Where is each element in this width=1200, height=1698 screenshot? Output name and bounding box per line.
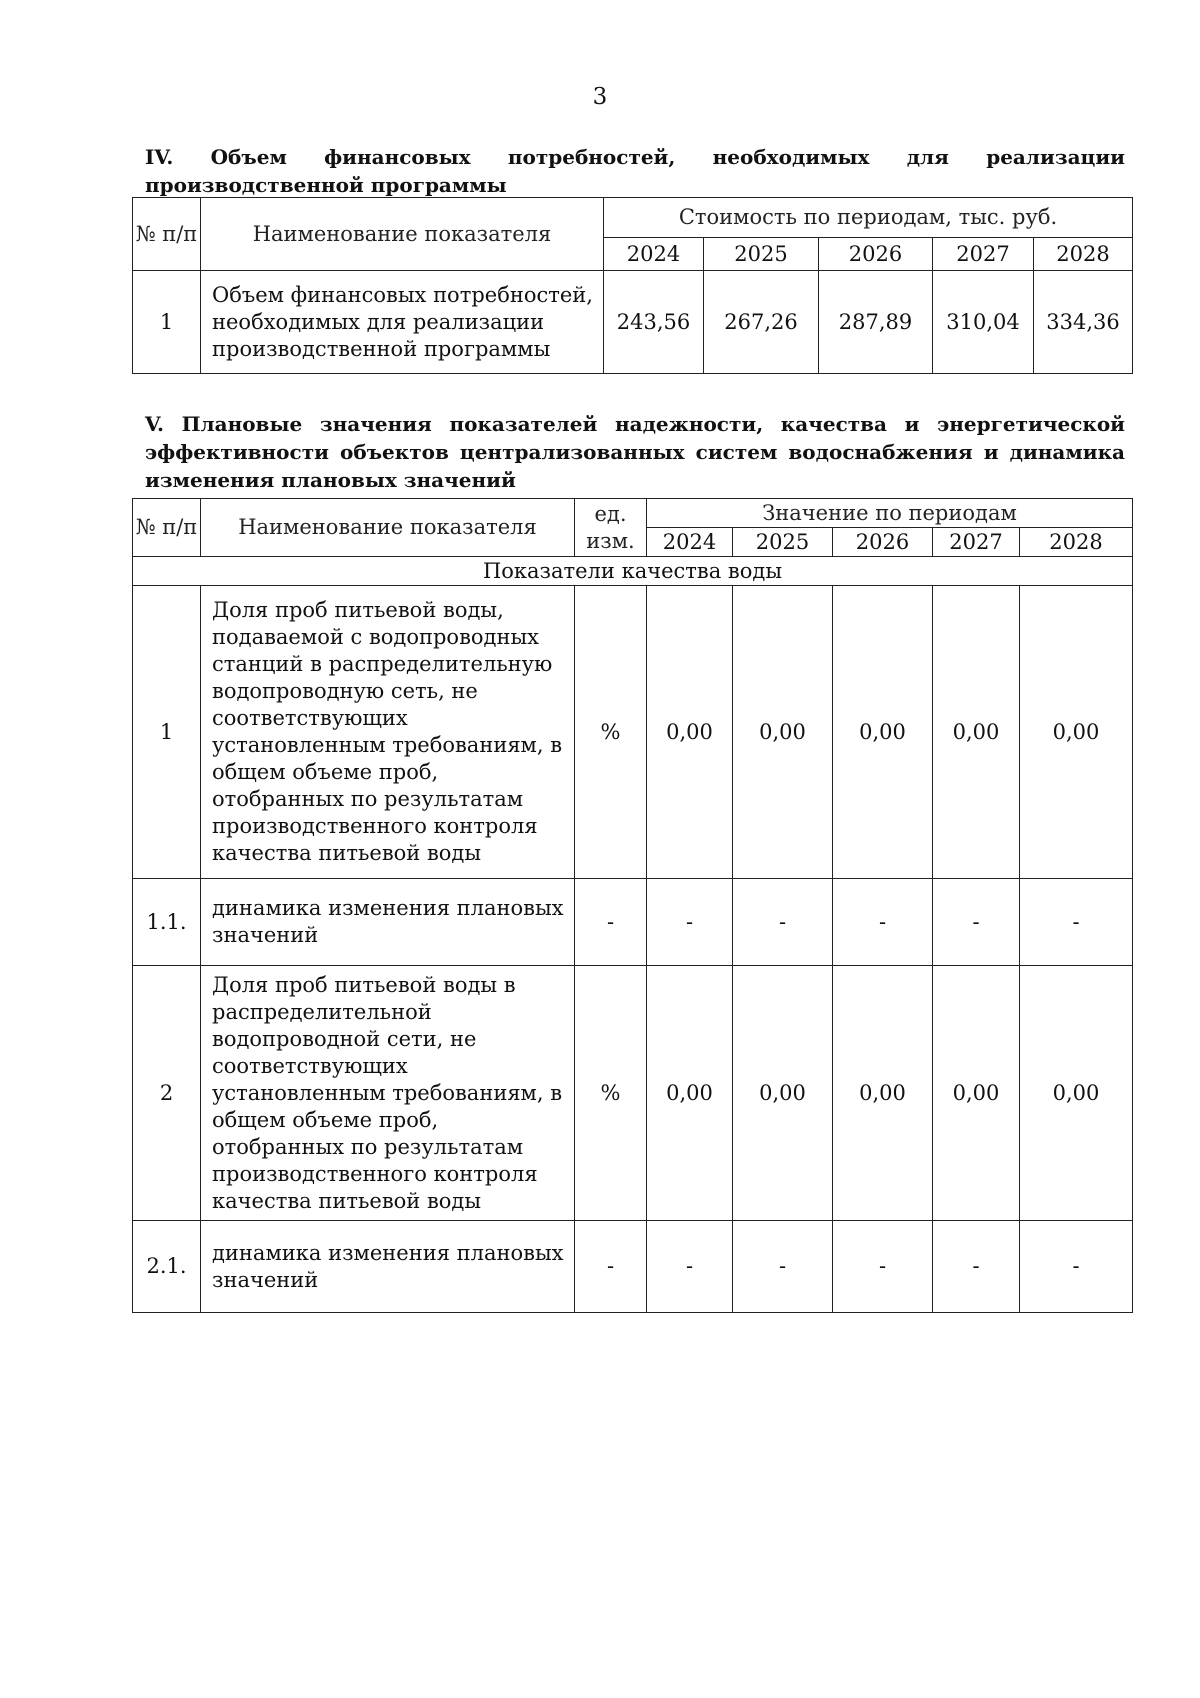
header-unit: ед. изм. — [575, 499, 647, 557]
row-unit: - — [575, 1221, 647, 1313]
row-value: - — [933, 1221, 1020, 1313]
row-value: 0,00 — [833, 966, 933, 1221]
row-value: - — [1020, 879, 1133, 966]
header-year: 2025 — [704, 238, 819, 271]
section-4-title: IV. Объем финансовых потребностей, необходимых для реализации производственной программы — [145, 145, 1125, 197]
row-num: 1 — [133, 586, 201, 879]
header-name: Наименование показателя — [201, 198, 604, 271]
row-value: 0,00 — [1020, 966, 1133, 1221]
row-num: 1.1. — [133, 879, 201, 966]
group-title: Показатели качества воды — [133, 557, 1133, 586]
row-value: - — [833, 879, 933, 966]
row-value: 0,00 — [1020, 586, 1133, 879]
header-year: 2028 — [1020, 528, 1133, 557]
row-name: Доля проб питьевой воды, подаваемой с водопроводных станций в распределительную водопроводную сеть, не соответствующих установленным требованиям, в общем объеме проб, отобранных по результатам производственного контроля качества питьевой воды — [201, 586, 575, 879]
row-value: - — [1020, 1221, 1133, 1313]
row-name: Доля проб питьевой воды в распределительной водопроводной сети, не соответствующих установленным требованиям, в общем объеме проб, отобранных по результатам производственного контроля качества питьевой воды — [201, 966, 575, 1221]
header-num: № п/п — [133, 198, 201, 271]
row-num: 2 — [133, 966, 201, 1221]
row-name: Объем финансовых потребностей, необходимых для реализации производственной программы — [201, 271, 604, 374]
header-values: Значение по периодам — [647, 499, 1133, 528]
financial-needs-table — [132, 197, 1133, 374]
row-name: динамика изменения плановых значений — [201, 879, 575, 966]
row-value: 287,89 — [819, 271, 933, 374]
row-name: динамика изменения плановых значений — [201, 1221, 575, 1313]
table-row — [133, 1221, 1133, 1313]
row-value: - — [647, 1221, 733, 1313]
row-num: 2.1. — [133, 1221, 201, 1313]
section-5-title: V. Плановые значения показателей надежности, качества и энергетической эффективности объектов централизованных систем водоснабжения и динамика изменения плановых значений — [145, 412, 1125, 492]
row-value: - — [647, 879, 733, 966]
table-row — [133, 966, 1133, 1221]
row-value: - — [933, 879, 1020, 966]
page-number: 3 — [592, 84, 608, 110]
indicators-table — [132, 498, 1133, 1313]
row-unit: % — [575, 586, 647, 879]
row-value: 267,26 — [704, 271, 819, 374]
header-year: 2025 — [733, 528, 833, 557]
header-year: 2027 — [933, 238, 1034, 271]
row-num: 1 — [133, 271, 201, 374]
row-value: 0,00 — [933, 586, 1020, 879]
header-year: 2027 — [933, 528, 1020, 557]
row-value: - — [733, 1221, 833, 1313]
row-value: 0,00 — [733, 586, 833, 879]
row-value: 0,00 — [833, 586, 933, 879]
header-year: 2026 — [833, 528, 933, 557]
header-year: 2028 — [1034, 238, 1133, 271]
row-value: 0,00 — [733, 966, 833, 1221]
row-value: 0,00 — [647, 586, 733, 879]
table-row — [133, 586, 1133, 879]
row-unit: % — [575, 966, 647, 1221]
header-year: 2024 — [604, 238, 704, 271]
table-row — [133, 271, 1133, 374]
row-value: 0,00 — [647, 966, 733, 1221]
table-row — [133, 879, 1133, 966]
header-year: 2026 — [819, 238, 933, 271]
row-value: 0,00 — [933, 966, 1020, 1221]
row-value: 243,56 — [604, 271, 704, 374]
row-value: 310,04 — [933, 271, 1034, 374]
row-value: - — [833, 1221, 933, 1313]
row-value: 334,36 — [1034, 271, 1133, 374]
header-year: 2024 — [647, 528, 733, 557]
header-cost: Стоимость по периодам, тыс. руб. — [604, 198, 1133, 238]
row-unit: - — [575, 879, 647, 966]
header-name: Наименование показателя — [201, 499, 575, 557]
row-value: - — [733, 879, 833, 966]
header-num: № п/п — [133, 499, 201, 557]
